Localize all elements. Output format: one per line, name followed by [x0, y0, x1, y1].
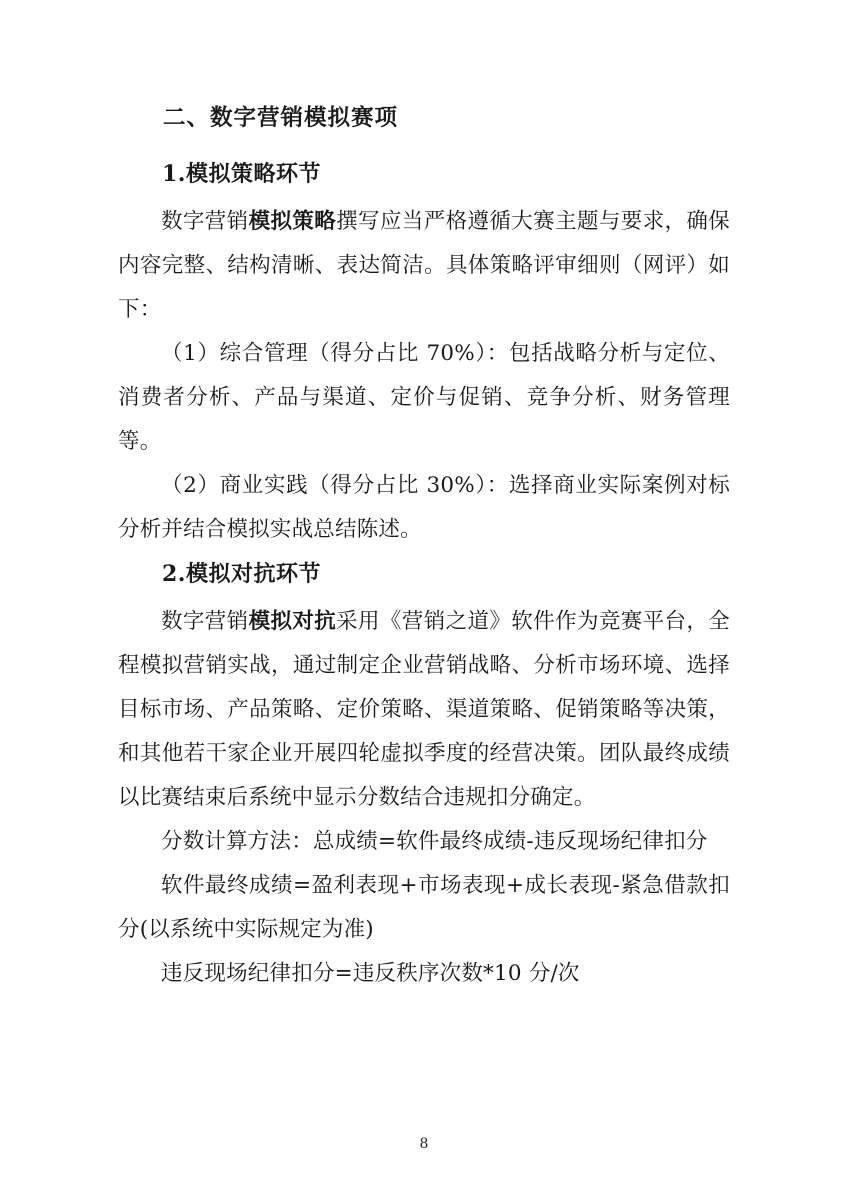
paragraph-score-formula-1: 分数计算方法：总成绩=软件最终成绩-违反现场纪律扣分	[161, 829, 708, 854]
paragraph-score-formula-2: 软件最终成绩=盈利表现+市场表现+成长表现-紧急借款扣分(以系统中实际规定为准)	[118, 873, 730, 942]
paragraph-item-1: （1）综合管理（得分占比 70%）：包括战略分析与定位、消费者分析、产品与渠道、定价与促销、竞争分析、财务管理等。	[118, 341, 730, 454]
paragraph-score-formula-3: 违反现场纪律扣分=违反秩序次数*10 分/次	[161, 961, 580, 986]
paragraph-confrontation-intro: 数字营销模拟对抗采用《营销之道》软件作为竞赛平台，全程模拟营销实战，通过制定企业营销战略、分析市场环境、选择目标市场、产品策略、定价策略、渠道策略、促销策略等决策，和其他若干家企业开展四轮虚拟季度的经营决策。团队最终成绩以比赛结束后系统中显示分数结合违规扣分确定。	[118, 609, 730, 810]
emphasized-text: 模拟对抗	[248, 609, 337, 634]
paragraph-strategy-intro: 数字营销模拟策略撰写应当严格遵循大赛主题与要求，确保内容完整、结构清晰、表达简洁。具体策略评审细则（网评）如下：	[118, 209, 730, 322]
subsection-heading-2: 2.模拟对抗环节	[162, 561, 321, 587]
paragraph-item-2: （2）商业实践（得分占比 30%）：选择商业实际案例对标分析并结合模拟实战总结陈述。	[118, 473, 730, 542]
page-number: 8	[419, 1136, 429, 1152]
subsection-heading-1: 1.模拟策略环节	[162, 161, 321, 187]
section-heading-2: 二、数字营销模拟赛项	[163, 105, 399, 131]
emphasized-text: 模拟策略	[248, 209, 337, 234]
document-body	[118, 96, 730, 996]
